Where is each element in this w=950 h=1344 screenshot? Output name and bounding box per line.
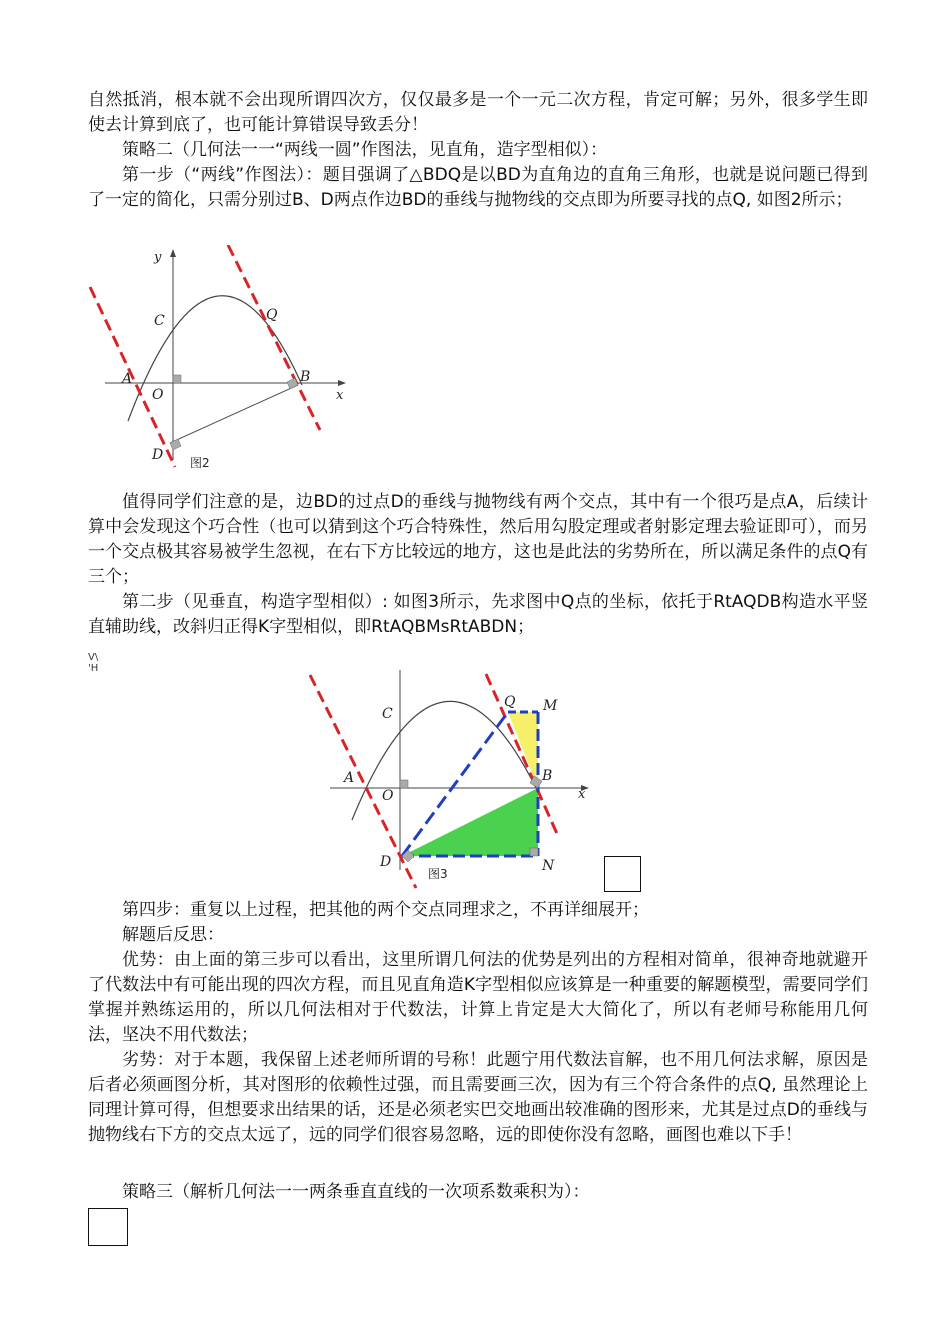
figure-3-caption: 图3 [428, 867, 448, 881]
label-q: Q [266, 307, 278, 323]
stray-mark-1: V\ [88, 652, 99, 663]
label-n: N [542, 858, 555, 874]
paragraph-reflection: 解题后反思： [122, 925, 224, 945]
label-o: O [382, 788, 394, 804]
segment-bd [170, 385, 298, 443]
label-d: D [380, 854, 392, 870]
label-y: y [154, 250, 162, 265]
paragraph-disadvantage: 劣势：对于本题，我保留上述老师所谓的号称！此题宁用代数法盲解，也不用几何法求解，原因是后者必须画图分析，其对图形的依赖性过强，而且需要画三次，因为有三个符合条件的点Q, 虽然理论上同理计算可得，但想要求出结果的话，还是必须老实巴交地画出较准确的图形来，尤其是过点D的垂线与抛物线右下方的交点太远了，远的同学们很容易忽略，远的即使你没有忽略，画图也难以下手！ [88, 1050, 868, 1145]
paragraph-step-1: 第一步（“两线”作图法）：题目强调了△BDQ是以BD为直角边的直角三角形，也就是说问题已得到了一定的简化，只需分别过B、D两点作边BD的垂线与抛物线的交点即为所要寻找的点Q, 如图2所示； [88, 165, 868, 210]
right-angle-n [530, 848, 538, 856]
triangle-bdn [402, 788, 538, 856]
label-m: M [543, 698, 558, 714]
label-a: A [344, 770, 355, 786]
right-angle-origin [400, 780, 408, 788]
label-c: C [382, 706, 393, 722]
label-a: A [122, 371, 133, 387]
figure-2 [80, 245, 350, 475]
paragraph-advantage: 优势：由上面的第三步可以看出，这里所谓几何法的优势是列出的方程相对简单，很神奇地就避开了代数法中有可能出现的四次方程，而且见直角造K字型相似应该算是一种重要的解题模型，需要同学们掌握并熟练运用的，所以几何法相对于代数法，计算上肯定是大大简化了，所以有老师号称能用几何法，坚决不用代数法； [88, 950, 868, 1045]
figure-3 [300, 670, 600, 890]
label-x: x [578, 787, 586, 802]
perpendicular-through-b [228, 245, 320, 430]
empty-box-right [604, 856, 641, 892]
paragraph-step-2: 第二步（见垂直，构造字型相似）: 如图3所示，先求图中Q点的坐标，依托于RtAQDB构造水平竖直辅助线，改斜归正得K字型相似，即RtAQBMsRtABDN； [88, 592, 868, 637]
empty-box-left [88, 1208, 128, 1246]
label-x: x [336, 388, 344, 403]
stray-mark-2: 'H [88, 663, 99, 674]
paragraph-notice: 值得同学们注意的是，边BD的过点D的垂线与抛物线有两个交点，其中有一个很巧是点A，后续计算中会发现这个巧合性（也可以猜到这个巧合特殊性，然后用勾股定理或者射影定理去验证即可），而另一个交点极其容易被学生忽视，在右下方比较远的地方，这也是此法的劣势所在，所以满足条件的点Q有三个； [88, 492, 868, 587]
paragraph-strategy-2: 策略二（几何法一一“两线一圆”作图法，见直角，造字型相似）： [122, 140, 608, 160]
paragraph-step-4: 第四步：重复以上过程，把其他的两个交点同理求之，不再详细展开； [122, 900, 649, 920]
figure-2-caption: 图2 [190, 456, 210, 470]
paragraph-1: 自然抵消，根本就不会出现所谓四次方，仅仅最多是一个一元二次方程，肯定可解；另外，很多学生即使去计算到底了，也可能计算错误导致丢分！ [88, 90, 868, 135]
right-angle-origin [173, 375, 181, 383]
right-angle-d [170, 439, 181, 450]
label-b: B [542, 768, 553, 784]
paragraph-strategy-3: 策略三（解析几何法一一两条垂直直线的一次项系数乘积为）： [122, 1182, 590, 1202]
parabola [352, 701, 536, 820]
label-d: D [152, 447, 164, 463]
label-c: C [154, 313, 165, 329]
label-o: O [152, 387, 164, 403]
label-b: B [300, 369, 311, 385]
label-q: Q [504, 694, 516, 710]
